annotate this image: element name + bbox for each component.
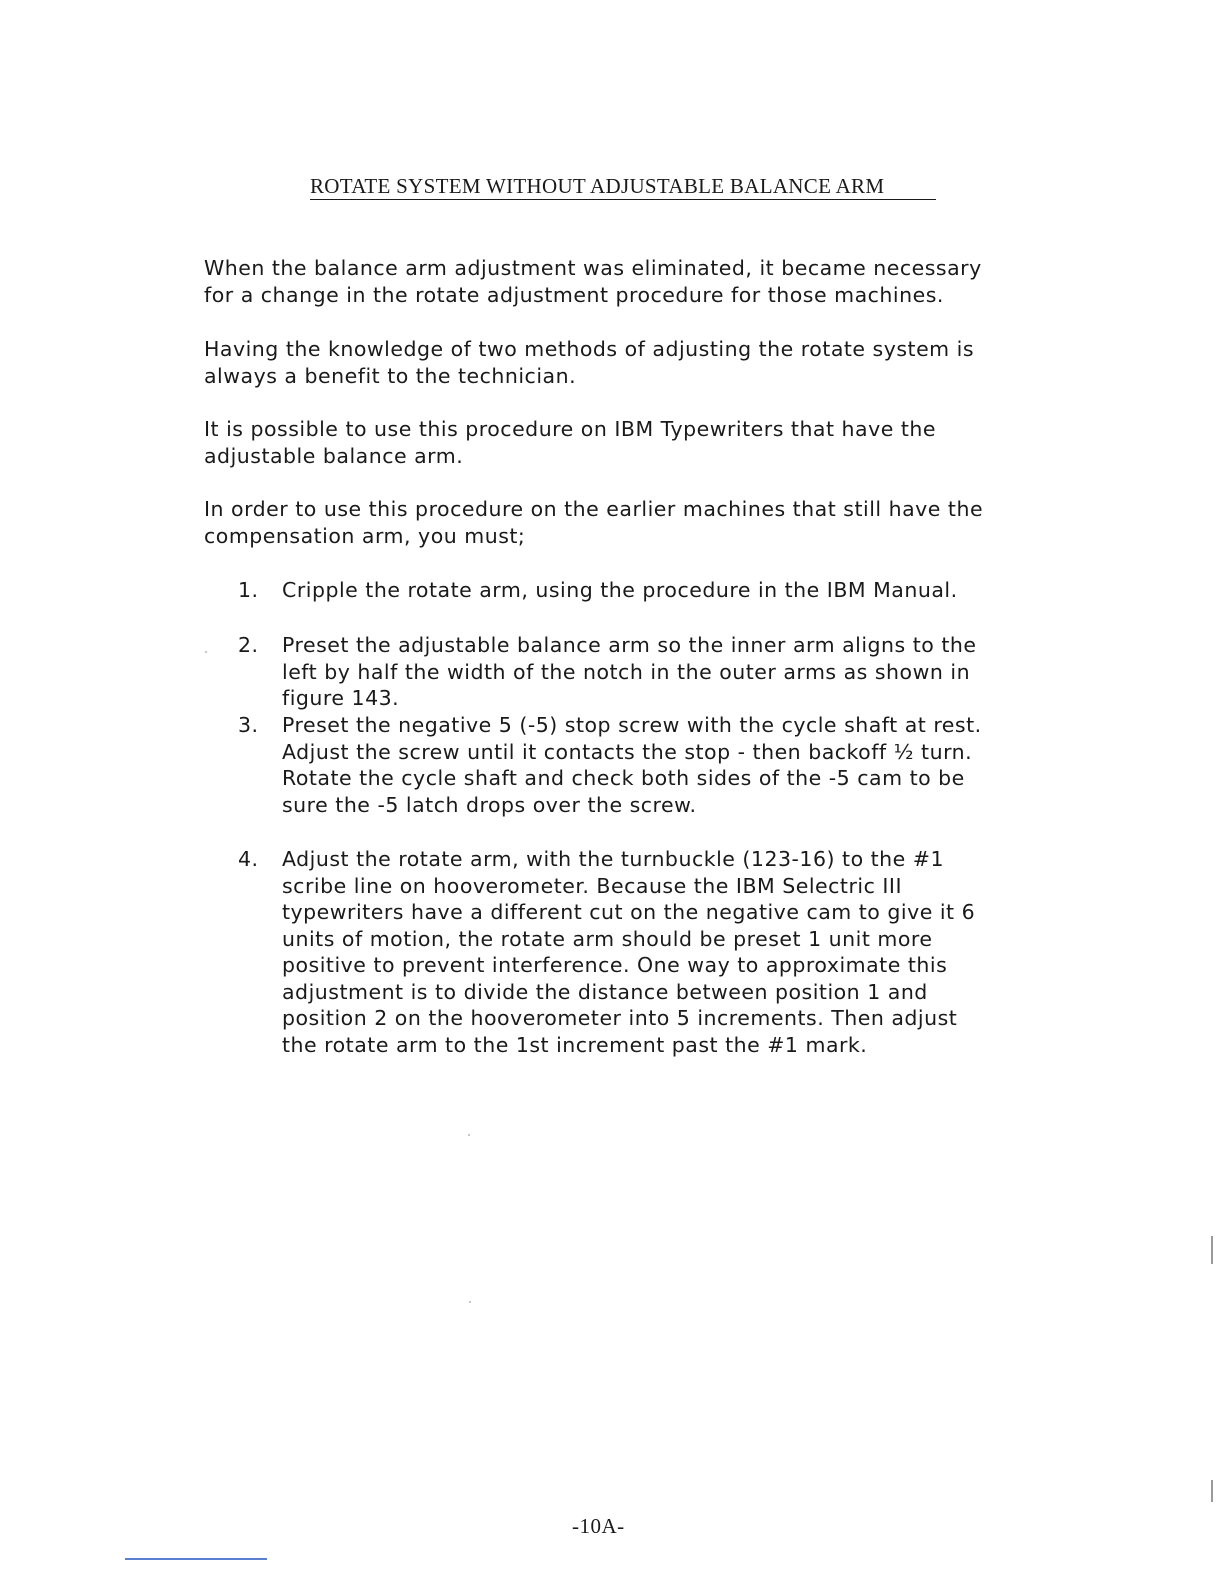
scan-speck [468,1134,470,1136]
paragraph-instructions: In order to use this procedure on the earlier machines that still have the compensation arm, you must; [204,497,984,548]
scan-edge-mark [1211,1236,1213,1264]
paragraph-intro: When the balance arm adjustment was eliminated, it became necessary for a change in the rotate adjustment procedure for those machines. [204,256,982,307]
step-text: Adjust the rotate arm, with the turnbuckle (123-16) to the #1 scribe line on hooverometer. Because the IBM Selectric III typewriters have a different cut on the negative cam to give it 6 units of motion, the rotate arm should be preset 1 unit more positive to prevent interference. One way to approximate this adjustment is to divide the distance between position 1 and position 2 on the hooverometer into 5 increments. Then adjust the rotate arm to the 1st increment past the #1 mark. [282,847,976,1057]
scan-edge-mark [1211,1480,1213,1502]
step-number: 3. [238,713,259,737]
step-number: 4. [238,847,259,871]
step-number: 1. [238,578,259,602]
paragraph-knowledge: Having the knowledge of two methods of adjusting the rotate system is always a benefit to the technician. [204,337,975,388]
scan-speck [469,1301,471,1303]
step-number: 2. [238,633,259,657]
step-text: Cripple the rotate arm, using the procedure in the IBM Manual. [282,578,958,602]
page-number: -10A- [572,1514,625,1538]
scan-speck [205,651,207,653]
step-text: Preset the adjustable balance arm so the inner arm aligns to the left by half the width of the notch in the outer arms as shown in figure 143. [282,633,977,710]
paragraph-applicability: It is possible to use this procedure on IBM Typewriters that have the adjustable balance arm. [204,417,937,468]
scan-edge-line [125,1558,267,1560]
page-title: ROTATE SYSTEM WITHOUT ADJUSTABLE BALANCE ARM [310,174,936,200]
step-text: Preset the negative 5 (-5) stop screw with the cycle shaft at rest. Adjust the screw until it contacts the stop - then backoff ½ turn. Rotate the cycle shaft and check both sides of the -5 cam to be sure the -5 latch drops over the screw. [282,713,982,817]
